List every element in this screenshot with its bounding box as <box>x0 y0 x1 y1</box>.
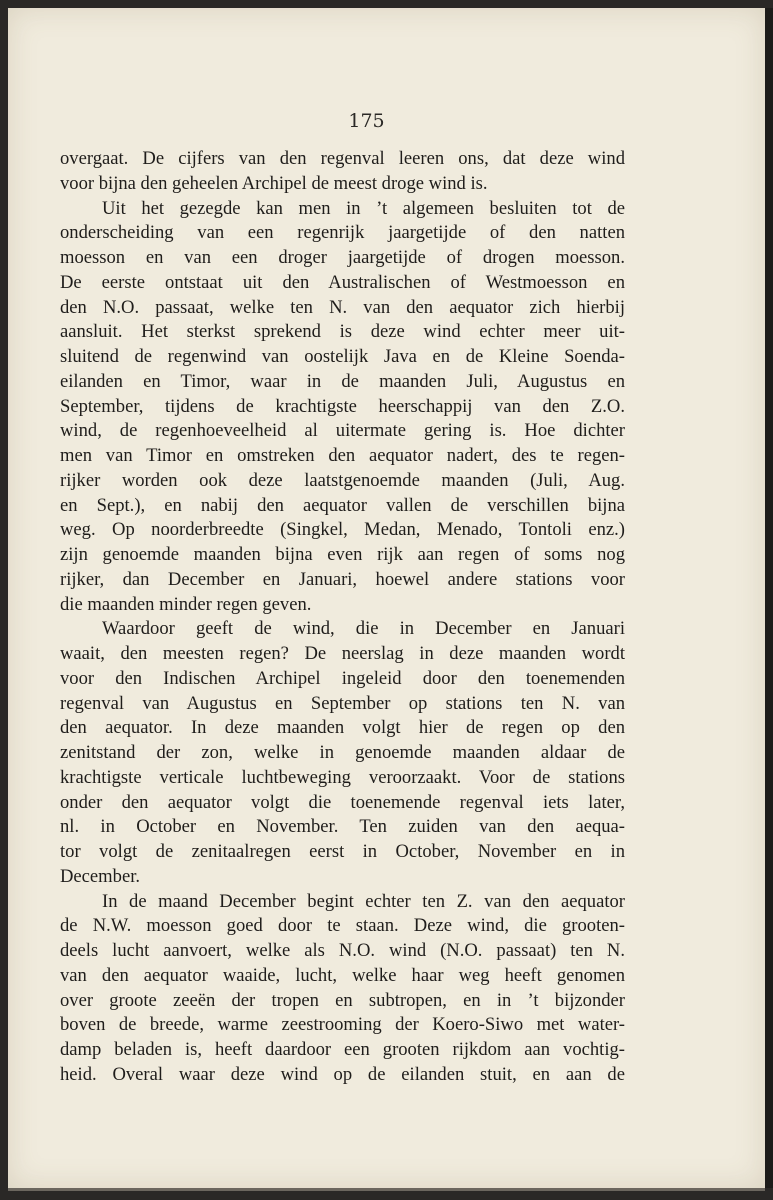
text-line: deels lucht aanvoert, welke als N.O. wind (N.O. passaat) ten N. <box>60 940 625 961</box>
text-line: rijker worden ook deze laatstgenoemde maanden (Juli, Aug. <box>60 469 625 491</box>
text-line: December. <box>60 865 141 887</box>
text-line: September, tijdens de krachtigste heerschappij van den Z.O. <box>60 395 625 417</box>
text-line: waait, den meesten regen? De neerslag in deze maanden wordt <box>60 643 625 664</box>
text-line: rijker, dan December en Januari, hoewel andere stations voor <box>60 568 625 590</box>
text-line: krachtigste verticale luchtbeweging veroorzaakt. Voor de stations <box>60 766 625 788</box>
text-line: onderscheiding van een regenrijk jaargetijde of den natten <box>60 222 625 244</box>
text-line: aansluit. Het sterkst sprekend is deze wind echter meer uit- <box>60 321 625 343</box>
text-line: nl. in October en November. Ten zuiden van den aequa- <box>60 816 625 838</box>
text-line: de N.W. moesson goed door te staan. Deze wind, die grooten- <box>60 915 625 937</box>
text-line: den N.O. passaat, welke ten N. van den aequator zich hierbij <box>60 296 625 318</box>
text-line: moesson en van een droger jaargetijde of drogen moesson. <box>60 247 625 268</box>
paragraph-start-line: Uit het gezegde kan men in ’t algemeen besluiten tot de <box>102 197 625 219</box>
text-line: eilanden en Timor, waar in de maanden Juli, Augustus en <box>60 370 625 392</box>
text-line: weg. Op noorderbreedte (Singkel, Medan, Menado, Tontoli enz.) <box>60 519 625 541</box>
text-line: zijn genoemde maanden bijna even rijk aan regen of soms nog <box>60 544 625 565</box>
paragraph-start-line: Waardoor geeft de wind, die in December en Januari <box>102 618 625 640</box>
scan-edge <box>765 8 773 1188</box>
text-line: overgaat. De cijfers van den regenval leeren ons, dat deze wind <box>60 148 625 169</box>
text-line: van den aequator waaide, lucht, welke haar weg heeft genomen <box>60 964 625 986</box>
text-line: heid. Overal waar deze wind op de eilanden stuit, en aan de <box>60 1063 625 1085</box>
text-line: en Sept.), en nabij den aequator vallen de verschillen bijna <box>60 494 625 516</box>
text-line: onder den aequator volgt die toenemende regenval iets later, <box>60 791 625 813</box>
text-line: wind, de regenhoeveelheid al uitermate gering is. Hoe dichter <box>60 420 625 442</box>
book-page <box>8 8 765 1191</box>
text-line: damp beladen is, heeft daardoor een grooten rijkdom aan vochtig- <box>60 1039 625 1060</box>
page-number: 175 <box>348 110 385 132</box>
text-line: De eerste ontstaat uit den Australischen of Westmoesson en <box>60 271 625 293</box>
paragraph-start-line: In de maand December begint echter ten Z. van den aequator <box>102 890 625 912</box>
text-line: regenval van Augustus en September op stations ten N. van <box>60 692 625 714</box>
text-line: zenitstand der zon, welke in genoemde maanden aldaar de <box>60 742 625 763</box>
body-text <box>60 147 625 1088</box>
text-line: voor bijna den geheelen Archipel de meest droge wind is. <box>60 172 488 194</box>
text-line: den aequator. In deze maanden volgt hier de regen op den <box>60 717 625 739</box>
text-line: boven de breede, warme zeestrooming der Koero-Siwo met water- <box>60 1014 625 1036</box>
text-line: tor volgt de zenitaalregen eerst in October, November en in <box>60 841 625 862</box>
text-line: over groote zeeën der tropen en subtropen, en in ’t bijzonder <box>60 989 625 1011</box>
text-line: voor den Indischen Archipel ingeleid door den toenemenden <box>60 667 625 689</box>
text-line: die maanden minder regen geven. <box>60 593 312 615</box>
text-line: sluitend de regenwind van oostelijk Java en de Kleine Soenda- <box>60 346 625 367</box>
text-line: men van Timor en omstreken den aequator nadert, des te regen- <box>60 445 625 466</box>
